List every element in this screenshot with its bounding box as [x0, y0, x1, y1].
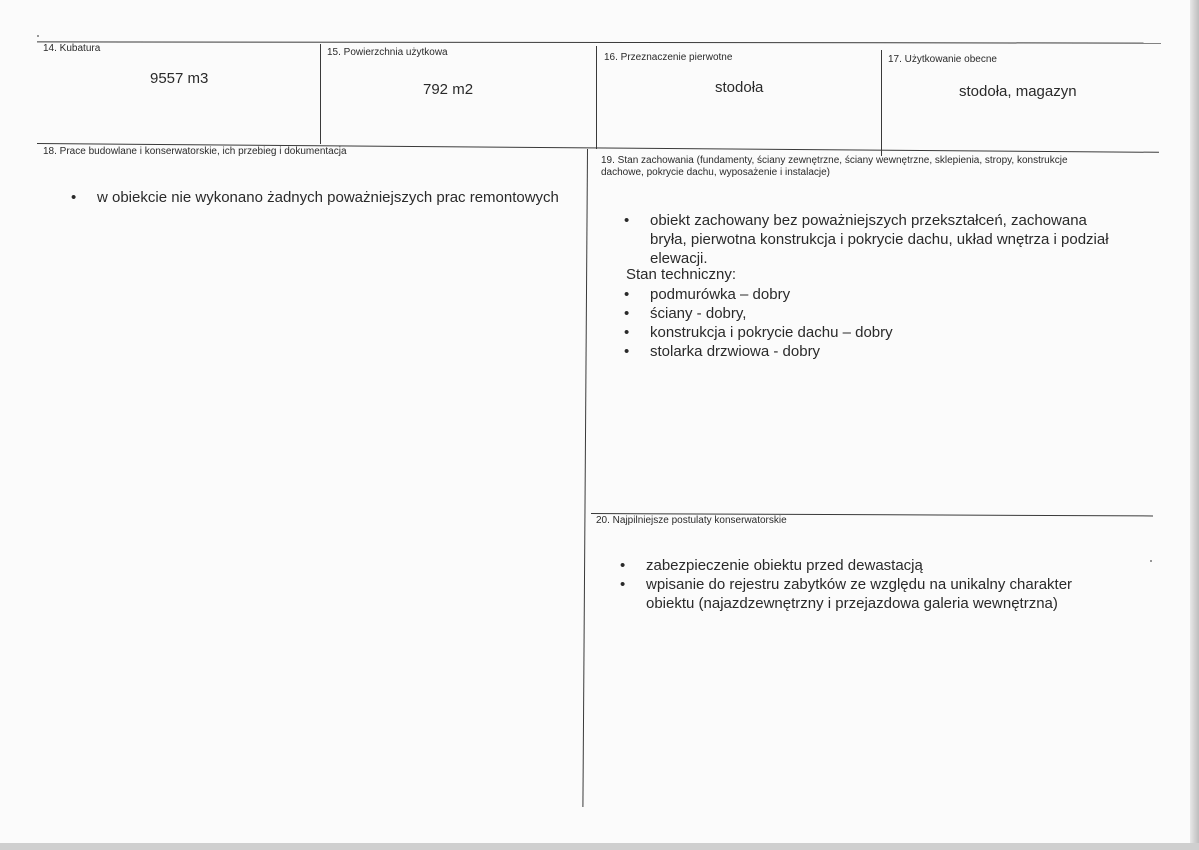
page-edge-bottom: [0, 843, 1199, 850]
section14-value: 9557 m3: [150, 70, 209, 87]
section16-label: 16. Przeznaczenie pierwotne: [604, 52, 733, 63]
section15-value: 792 m2: [423, 81, 474, 98]
list-item: • obiekt zachowany bez poważniejszych przekształceń, zachowana bryła, pierwotna konstrukcja i pokrycie dachu, układ wnętrza i podział elewacji.: [624, 211, 1124, 268]
section18-label: 18. Prace budowlane i konserwatorskie, ich przebieg i dokumentacja: [43, 146, 347, 157]
technical-state-heading: Stan techniczny:: [626, 266, 737, 283]
section20-list: [620, 556, 1090, 613]
page-edge-right: [1190, 0, 1199, 850]
section19-list: [624, 211, 1124, 268]
list-item: • w obiekcie nie wykonano żadnych poważniejszych prac remontowych: [71, 188, 583, 207]
divider-14-15: [320, 44, 321, 144]
list-item: • wpisanie do rejestru zabytków ze względu na unikalny charakter obiektu (najazdzewnętrzny i przejazdowa galeria wewnętrzna): [620, 575, 1090, 613]
divider-16-17: [881, 50, 882, 156]
section19-label: 19. Stan zachowania (fundamenty, ściany zewnętrzne, ściany wewnętrzne, sklepienia, stropy, konstrukcje dachowe, pokrycie dachu, wyposażenie i instalacje): [601, 155, 1068, 178]
section17-value: stodoła, magazyn: [959, 83, 1077, 100]
list-item: • stolarka drzwiowa - dobry: [624, 342, 944, 361]
list-item: • zabezpieczenie obiektu przed dewastacją: [620, 556, 1090, 575]
section17-label: 17. Użytkowanie obecne: [888, 54, 997, 65]
section18-list: [71, 188, 583, 207]
section15-label: 15. Powierzchnia użytkowa: [327, 47, 448, 58]
section20-label: 20. Najpilniejsze postulaty konserwatorskie: [596, 515, 787, 526]
technical-state-list: [624, 285, 944, 361]
section16-value: stodoła: [715, 79, 764, 96]
section14-label: 14. Kubatura: [43, 43, 101, 54]
scan-speck: [1150, 560, 1152, 562]
list-item: • konstrukcja i pokrycie dachu – dobry: [624, 323, 944, 342]
divider-15-16: [596, 46, 597, 149]
list-item: • ściany - dobry,: [624, 304, 944, 323]
scan-speck: [37, 35, 39, 37]
list-item: • podmurówka – dobry: [624, 285, 944, 304]
